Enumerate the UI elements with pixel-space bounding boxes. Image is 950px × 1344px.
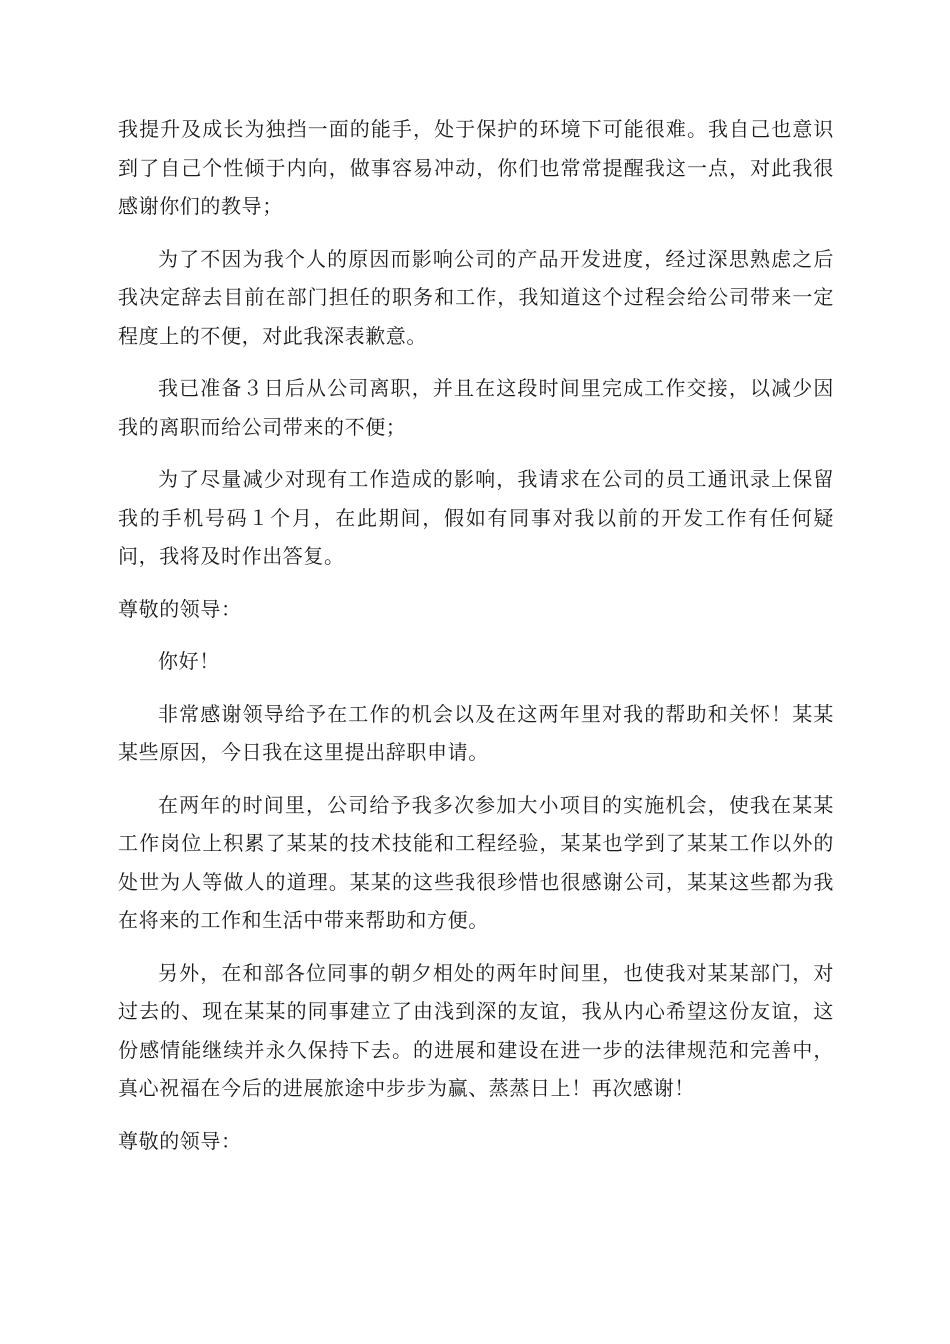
salutation: 尊敬的领导：	[118, 1128, 242, 1153]
paragraph: 我提升及成长为独挡一面的能手，处于保护的环境下可能很难。我自己也意识到了自己个性倾于内向，做事容易冲动，你们也常常提醒我这一点，对此我很感谢你们的教导；	[118, 117, 834, 218]
paragraph: 为了尽量减少对现有工作造成的影响，我请求在公司的员工通讯录上保留我的手机号码１个月，在此期间，假如有同事对我以前的开发工作有任何疑问，我将及时作出答复。	[118, 467, 834, 568]
greeting: 你好！	[158, 649, 220, 673]
paragraph: 我已准备３日后从公司离职，并且在这段时间里完成工作交接，以减少因我的离职而给公司带来的不便；	[118, 376, 834, 439]
paragraph: 另外，在和部各位同事的朝夕相处的两年时间里，也使我对某某部门，对过去的、现在某某的同事建立了由浅到深的友谊，我从内心希望这份友谊，这份感情能继续并永久保持下去。的进展和建设在进一步的法律规范和完善中，真心祝福在今后的进展旅途中步步为赢、蒸蒸日上！再次感谢！	[118, 960, 834, 1100]
salutation: 尊敬的领导：	[118, 596, 242, 621]
document-body	[118, 110, 834, 1174]
paragraph: 非常感谢领导给予在工作的机会以及在这两年里对我的帮助和关怀！某某某些原因，今日我在这里提出辞职申请。	[118, 701, 834, 764]
paragraph: 为了不因为我个人的原因而影响公司的产品开发进度，经过深思熟虑之后我决定辞去目前在部门担任的职务和工作，我知道这个过程会给公司带来一定程度上的不便，对此我深表歉意。	[118, 246, 834, 348]
paragraph: 在两年的时间里，公司给予我多次参加大小项目的实施机会，使我在某某工作岗位上积累了某某的技术技能和工程经验，某某也学到了某某工作以外的处世为人等做人的道理。某某的这些我很珍惜也很感谢公司，某某这些都为我在将来的工作和生活中带来帮助和方便。	[118, 792, 834, 932]
